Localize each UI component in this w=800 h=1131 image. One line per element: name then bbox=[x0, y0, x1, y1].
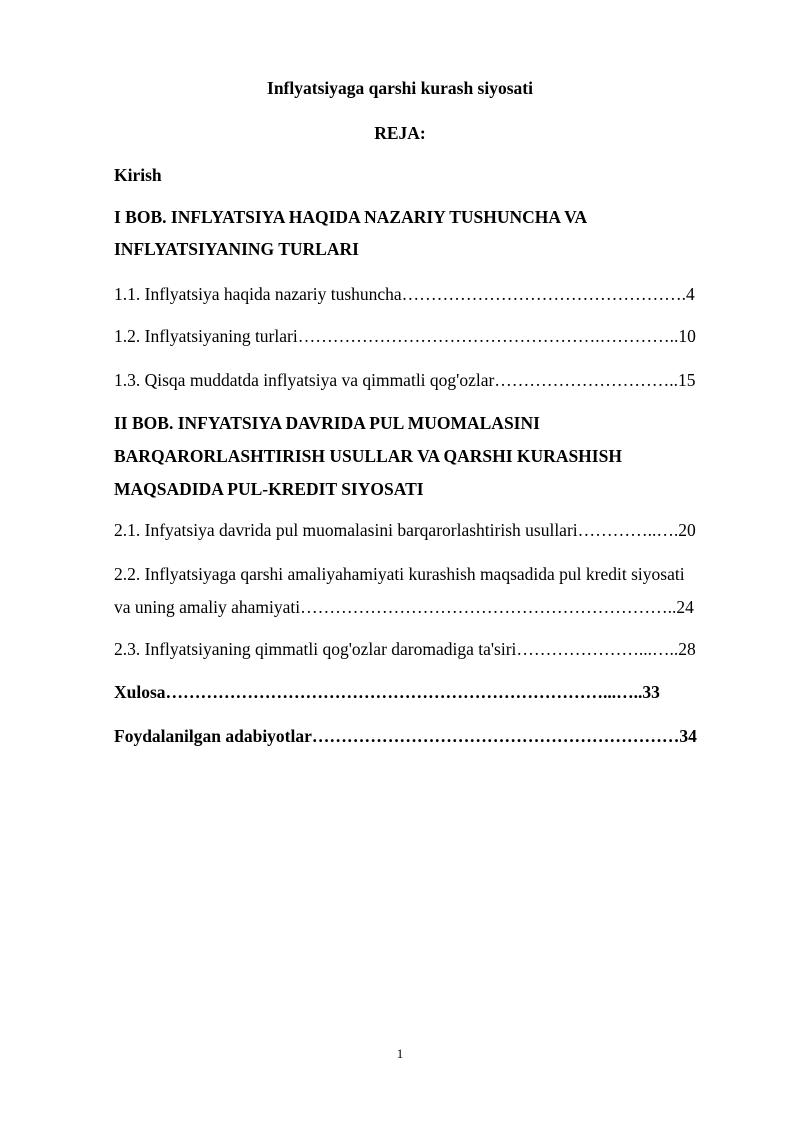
page-number: 1 bbox=[396, 1046, 404, 1061]
chapter1-heading-line2: INFLYATSIYANING TURLARI bbox=[114, 239, 359, 259]
toc-item-2-2-line1: 2.2. Inflyatsiyaga qarshi amaliyahamiyati kurashish maqsadida pul kredit siyosati bbox=[114, 564, 685, 584]
toc-conclusion: Xulosa…………………………………………………………………...…..33 bbox=[114, 682, 660, 702]
chapter2-heading-line1: II BOB. INFYATSIYA DAVRIDA PUL MUOMALASINI bbox=[114, 413, 540, 433]
toc-item-1-1: 1.1. Inflyatsiya haqida nazariy tushuncha………………………………………….4 bbox=[114, 284, 695, 304]
document-title: Inflyatsiyaga qarshi kurash siyosati bbox=[267, 78, 533, 98]
chapter2-heading-line2: BARQARORLASHTIRISH USULLAR VA QARSHI KURASHISH bbox=[114, 446, 622, 466]
toc-item-2-3: 2.3. Inflyatsiyaning qimmatli qog'ozlar daromadiga ta'siri…………………...…..28 bbox=[114, 639, 696, 659]
plan-heading: REJA: bbox=[374, 123, 426, 143]
toc-item-1-2: 1.2. Inflyatsiyaning turlari…………………………………………….…………..10 bbox=[114, 326, 696, 346]
chapter1-heading-line1: I BOB. INFLYATSIYA HAQIDA NAZARIY TUSHUNCHA VA bbox=[114, 207, 588, 227]
toc-references: Foydalanilgan adabiyotlar………………………………………………………34 bbox=[114, 726, 697, 746]
toc-item-2-1: 2.1. Infyatsiya davrida pul muomalasini barqarorlashtirish usullari…………..….20 bbox=[114, 520, 696, 540]
toc-item-1-3: 1.3. Qisqa muddatda inflyatsiya va qimmatli qog'ozlar…………………………..15 bbox=[114, 370, 696, 390]
chapter2-heading-line3: MAQSADIDA PUL-KREDIT SIYOSATI bbox=[114, 479, 424, 499]
toc-item-2-2-line2: va uning amaliy ahamiyati………………………………………………………..24 bbox=[114, 597, 694, 617]
toc-intro: Kirish bbox=[114, 165, 162, 185]
